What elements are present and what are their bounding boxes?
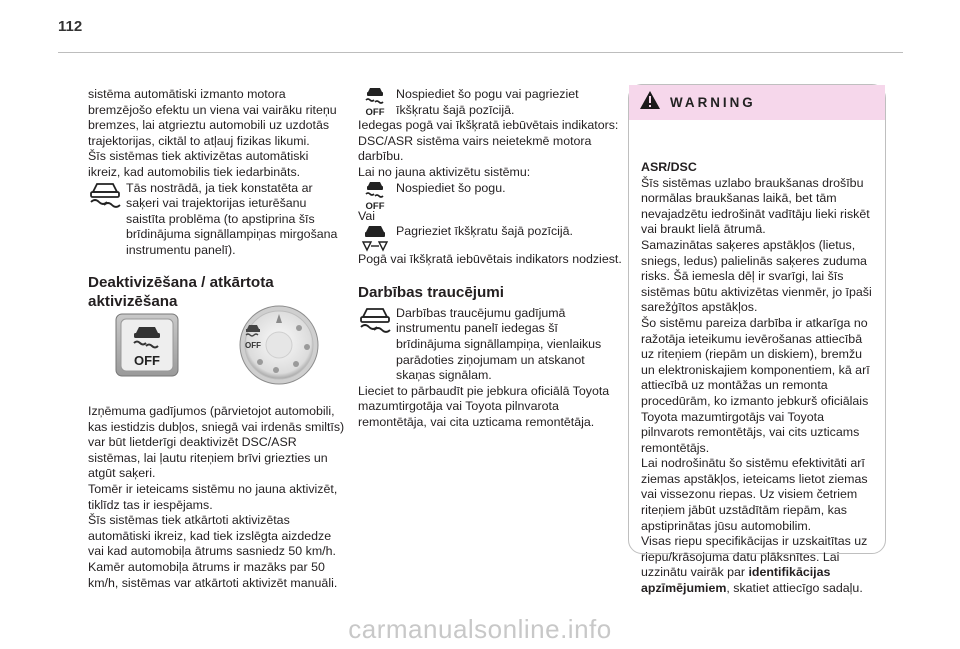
deactivate-reason-paragraph: Izņēmuma gadījumos (pārvietojot automobili, kas iestidzis dubļos, sniegā vai irdenās smiltīs) var būt lietderīgi deaktivizēt DSC/ASR sistēmas, lai ļautu riteņiem brīvi griezties un atgūt saķeri. — [88, 404, 345, 481]
warning-p5-post: , skatiet attiecīgo sadaļu. — [726, 581, 863, 596]
left-column-bottom — [88, 404, 348, 591]
check-dealer-paragraph: Lieciet to pārbaudīt pie jebkura oficiālā Toyota mazumtirgotāja vai Toyota pilnvarota remontētāja, vai cita uzticama remontētāja. — [358, 383, 610, 429]
indicator-on-paragraph: Iedegas pogā vai īkšķratā iebūvētais indikators: DSC/ASR sistēma vairs neietekmē motora darbību. — [358, 118, 619, 164]
warning-p1: Šīs sistēmas uzlabo braukšanas drošību normālas braukšanas laikā, bet tām nevajadzētu iedrošināt vadītāju lieki riskēt vai braukt lielā ātrumā. — [641, 175, 870, 237]
press-turn-paragraph — [358, 87, 622, 118]
dsc-controls-svg — [116, 312, 324, 384]
middle-column — [358, 87, 622, 431]
warning-p2: Samazinātas saķeres apstākļos (lietus, sniegs, ledus) palielinās saķeres zuduma risks. Šā iemesla dēļ ir svarīgi, lai šīs sistēmas būtu aktivizētas vienmēr, jo īpaši sarežģītos apstākļos. — [641, 237, 872, 315]
left-column-top — [88, 87, 344, 311]
press-text: Nospiediet šo pogu. — [396, 180, 506, 195]
warning-p5 — [641, 534, 872, 596]
warning-title: WARNING — [670, 95, 756, 110]
warning-body — [629, 120, 885, 597]
recommend-paragraph: Tomēr ir ieteicams sistēmu no jauna aktivizēt, tiklīdz tas ir iespējams. — [88, 481, 338, 512]
auto-reactivation-paragraph: Šīs sistēmas tiek atkārtoti aktivizētas automātiski ikreiz, kad tiek izslēgta aizdedze vai kad automobiļa ātrums sasniedz 50 km/h. — [88, 513, 336, 559]
dsc-controls-figure — [116, 312, 324, 384]
warning-header — [629, 85, 885, 120]
warning-p5-pre: Visas riepu specifikācijas ir uzskaitītas uz riepu/krāsojuma datu plāksnītes. Lai uzzinātu vairāk par — [641, 534, 868, 580]
press-turn-text: Nospiediet šo pogu vai pagrieziet īkšķratu šajā pozīcijā. — [396, 87, 579, 117]
malfunctions-heading: Darbības traucējumi — [358, 283, 505, 301]
dsc-off-button — [116, 314, 178, 376]
warning-p4: Lai nodrošinātu šo sistēmu efektivitāti arī ziemas apstākļos, ieteicams lietot ziemas vai vissezonu riepas. Uz visiem četriem riteņiem jābūt uzstādītām riepām, kas apstiprinātas jūsu automobilim. — [641, 456, 868, 533]
skid-warning-icon — [88, 181, 122, 209]
activated-paragraph: Šīs sistēmas tiek aktivizētas automātiski ikreiz, kad automobilis tiek iedarbināts. — [88, 149, 309, 179]
deactivation-heading: Deaktivizēšana / atkārtota aktivizēšana — [88, 273, 274, 310]
malfunction-paragraph — [358, 306, 622, 384]
manual-reactivation-paragraph: Kamēr automobiļa ātrums ir mazāks par 50 km/h, sistēmas var atkārtoti aktivizēt manuāli. — [88, 559, 338, 590]
dial-off-label: OFF — [245, 341, 261, 350]
indicator-off-paragraph: Pogā vai īkšķratā iebūvētais indikators nodziest. — [358, 252, 622, 267]
warning-triangle-icon — [639, 90, 661, 115]
turn-text: Pagrieziet īkšķratu šajā pozīcijā. — [396, 224, 573, 239]
dsc-off-icon-2 — [358, 181, 392, 212]
warning-subtitle: ASR/DSC — [641, 160, 697, 174]
watermark: carmanualsonline.info — [348, 614, 612, 644]
or-text: Vai — [358, 208, 375, 223]
warning-p3: Šo sistēmu pareiza darbība ir atkarīga no ražotāja ieteikumu ievērošanas attiecībā uz riteņiem (riepām un diskiem), bremžu un elektroniskajiem komponentiem, kā arī attiecībā uz montāžas un remonta procedūrām, ko izmanto jebkurš oficiālais Toyota mazumtirgotājs vai Toyota pilnvarots remontētājs, vai cits uzticams remontētājs. — [641, 315, 870, 455]
press-paragraph — [358, 180, 622, 212]
dsc-off-icon — [358, 87, 392, 118]
intro-paragraph: sistēma automātiski izmanto motora bremzējošo efektu un viena vai vairāku riteņu bremzes, lai atgrieztu automobili uz uzdotās trajektorijas, ciktāl to atļauj fizikas likumi. — [88, 87, 337, 148]
dsc-off-icon-2-label: OFF — [365, 200, 385, 212]
warning-box — [628, 84, 886, 596]
skid-lamp-text: Tās nostrādā, ja tiek konstatēta ar saķeri vai trajektorijas ieturēšanu saistīta problēma (to apstiprina šīs brīdinājuma signāllampiņas mirgošana instrumentu panelī). — [126, 180, 338, 257]
reactivate-paragraph: Lai no jauna aktivizētu sistēmu: — [358, 164, 531, 179]
dsc-off-icon-label: OFF — [365, 107, 385, 118]
page-number: 112 — [58, 18, 83, 35]
header-divider — [58, 52, 903, 53]
turn-paragraph — [358, 224, 622, 252]
identification-link: identifikācijas apzīmējumiem — [641, 565, 831, 596]
traction-icon — [358, 224, 392, 252]
button-off-label: OFF — [134, 353, 160, 368]
malfunction-text: Darbības traucējumu gadījumā instrumentu panelī iedegas šī brīdinājuma signāllampiņa, vienlaikus parādoties ziņojumam un atskanot skaņas signālam. — [396, 305, 602, 383]
skid-malfunction-icon — [358, 306, 392, 334]
terrain-dial — [240, 306, 318, 384]
skid-lamp-paragraph — [88, 181, 344, 259]
